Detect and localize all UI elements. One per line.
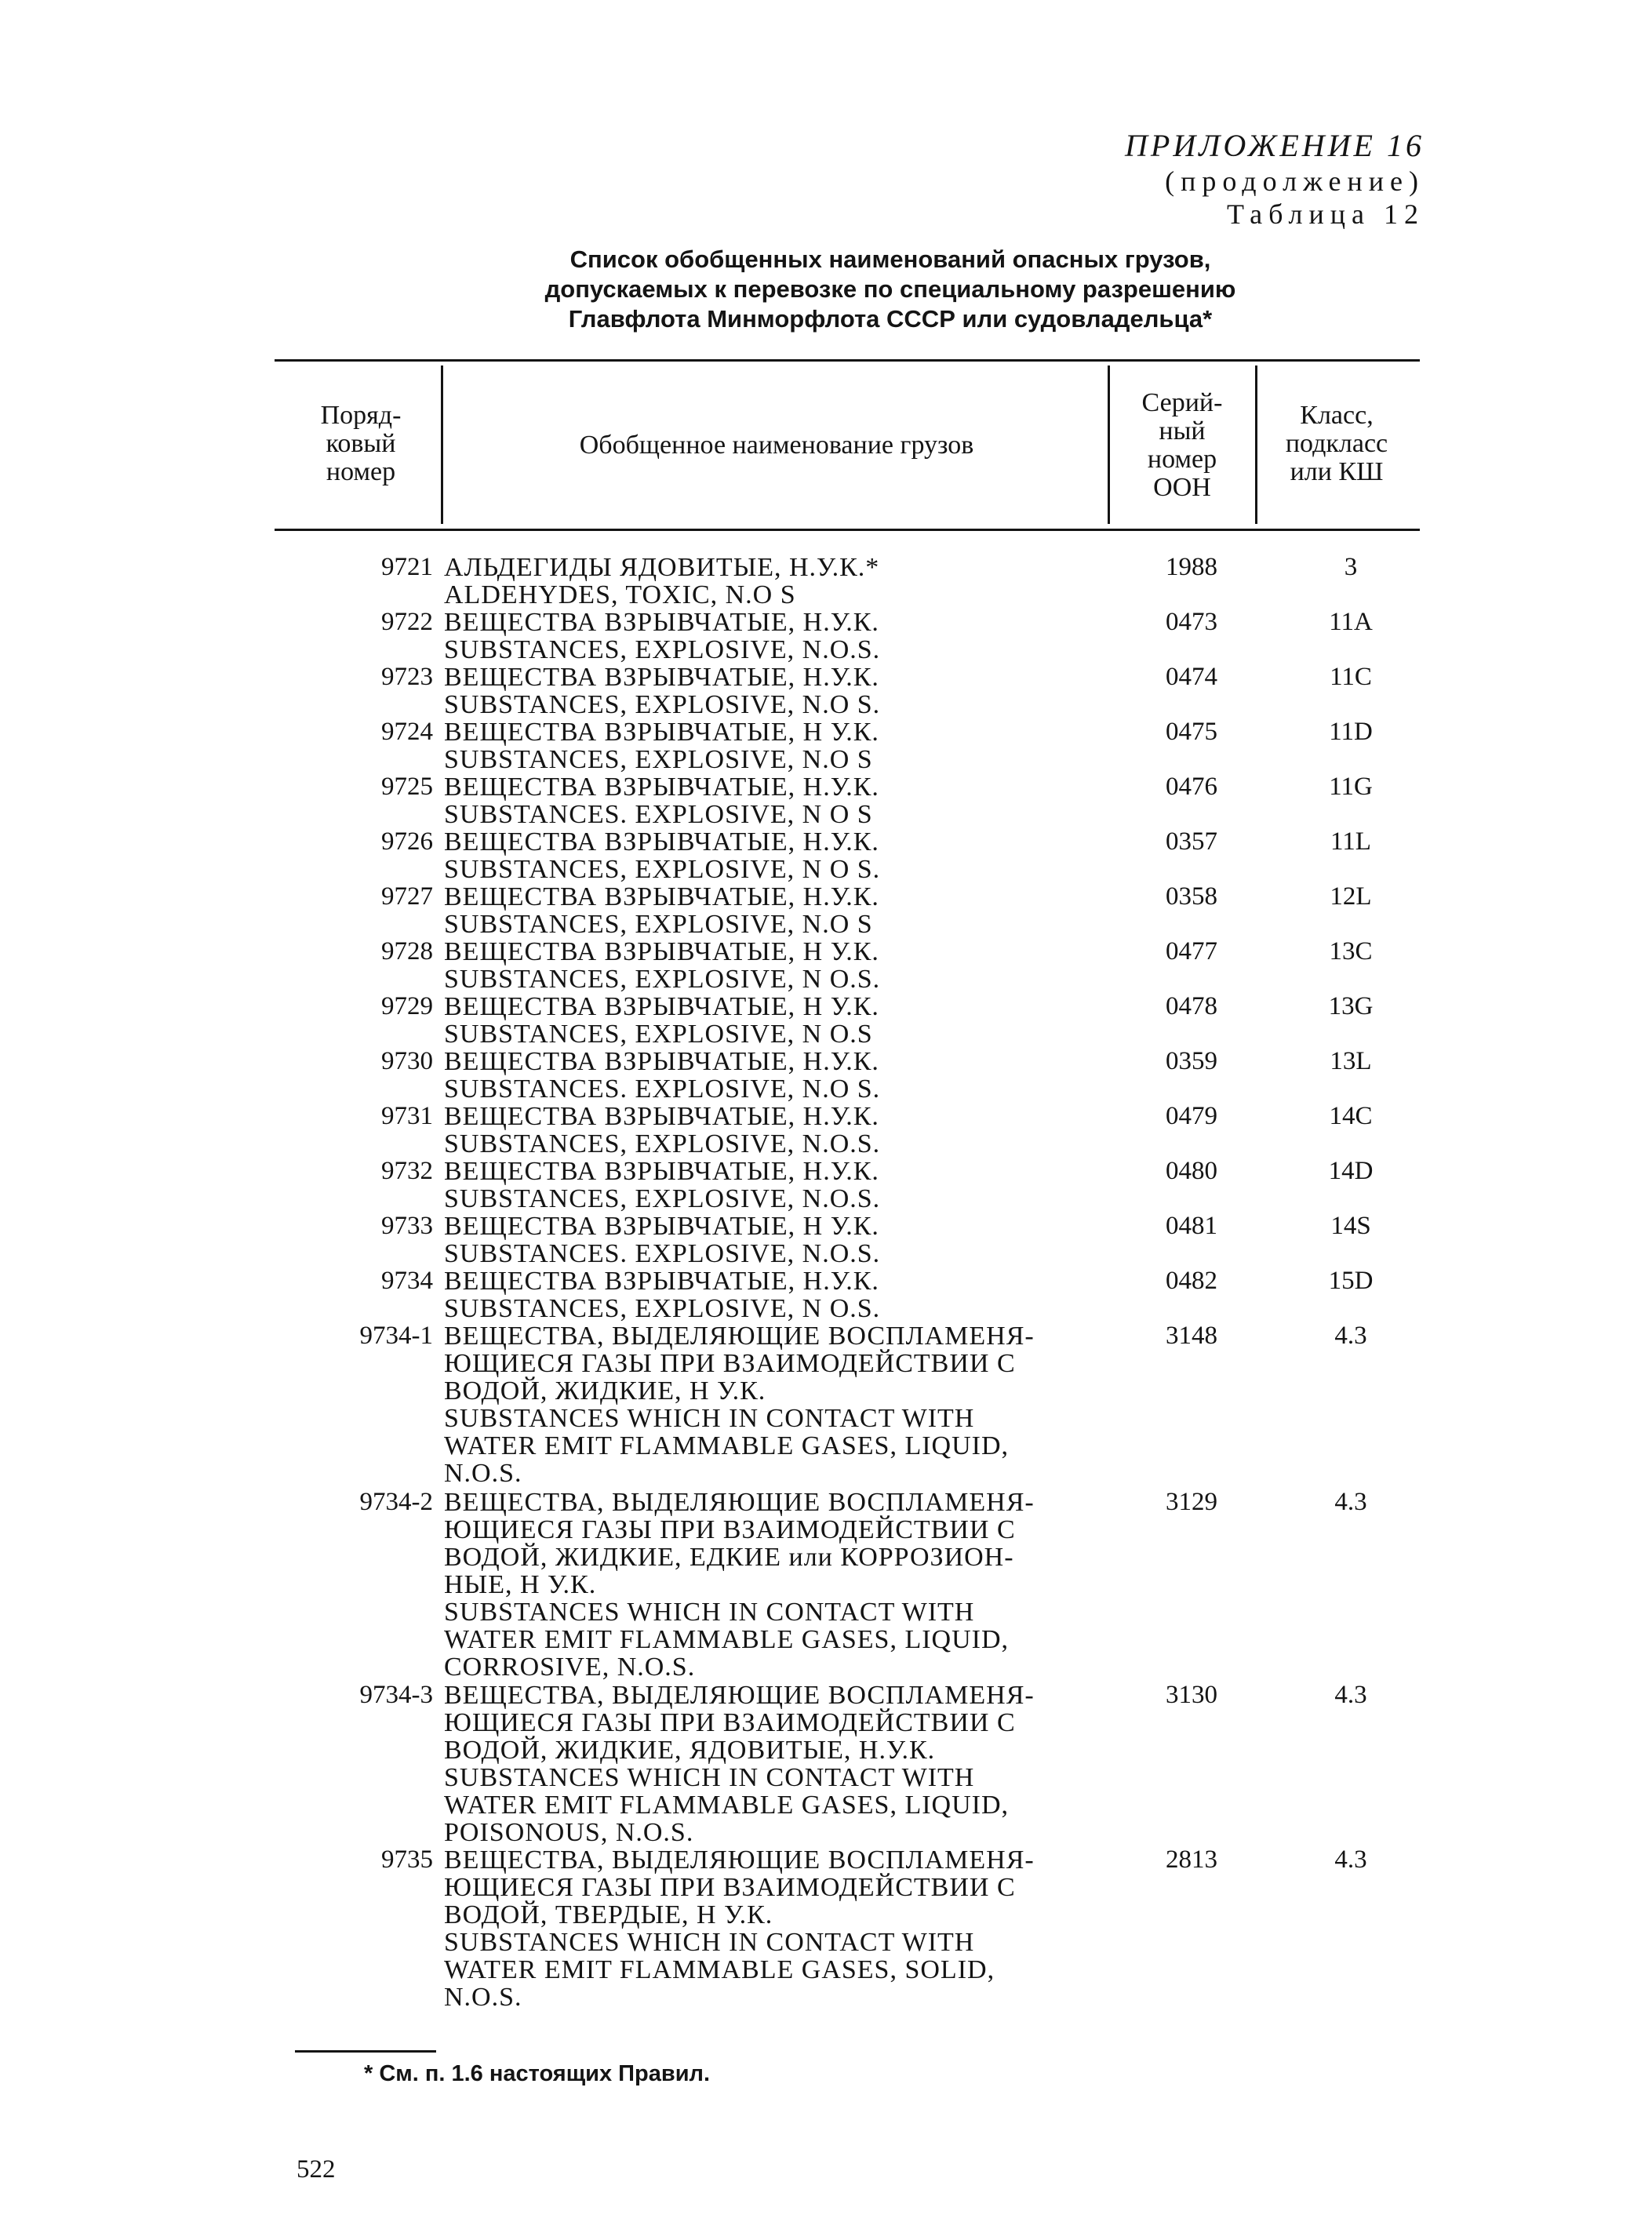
row-number: 9733 <box>381 1212 433 1240</box>
hazard-class: 4.3 <box>1334 1322 1367 1350</box>
hazard-class: 11D <box>1329 718 1373 746</box>
header-text: ковый <box>326 429 396 458</box>
cargo-name <box>444 883 1109 938</box>
cargo-name-line: WATER EMIT FLAMMABLE GASES, LIQUID, <box>444 1431 1010 1460</box>
table-caption <box>275 245 1506 334</box>
hazard-class: 14S <box>1330 1212 1371 1240</box>
caption-line: Список обобщенных наименований опасных грузов, <box>569 245 1211 273</box>
cargo-name-line: ВОДОЙ, ЖИДКИЕ, ЯДОВИТЫЕ, Н.У.К. <box>444 1736 936 1765</box>
un-number: 0473 <box>1166 608 1217 636</box>
row-number: 9734-3 <box>359 1681 433 1709</box>
cargo-name-line: SUBSTANCES, EXPLOSIVE, N.O.S. <box>444 635 881 664</box>
appendix-header <box>1125 127 1425 231</box>
cargo-name-line: SUBSTANCES, EXPLOSIVE, N.O S. <box>444 690 881 719</box>
cargo-name-line: ВЕЩЕСТВА ВЗРЫВЧАТЫЕ, Н.У.К. <box>444 1047 879 1076</box>
cargo-name-line: ВЕЩЕСТВА ВЗРЫВЧАТЫЕ, Н.У.К. <box>444 827 879 856</box>
footnote-rule <box>295 2050 436 2053</box>
cargo-name-line: ВЕЩЕСТВА, ВЫДЕЛЯЮЩИЕ ВОСПЛАМЕНЯ- <box>444 1681 1035 1710</box>
un-number: 0359 <box>1166 1047 1217 1075</box>
cargo-name-line: ВЕЩЕСТВА ВЗРЫВЧАТЫЕ, Н У.К. <box>444 992 879 1021</box>
cargo-name <box>444 828 1109 883</box>
cargo-name-line: ВЕЩЕСТВА ВЗРЫВЧАТЫЕ, Н У.К. <box>444 718 879 747</box>
cargo-name-line: ВЕЩЕСТВА ВЗРЫВЧАТЫЕ, Н.У.К. <box>444 663 879 692</box>
cargo-name-line: SUBSTANCES, EXPLOSIVE, N O.S. <box>444 1294 881 1323</box>
cargo-name-line: WATER EMIT FLAMMABLE GASES, SOLID, <box>444 1955 995 1984</box>
un-number: 3130 <box>1166 1681 1217 1709</box>
cargo-name-line: ВЕЩЕСТВА, ВЫДЕЛЯЮЩИЕ ВОСПЛАМЕНЯ- <box>444 1845 1035 1875</box>
cargo-name <box>444 1322 1109 1487</box>
row-number: 9729 <box>381 992 433 1020</box>
cargo-name-line: N.O.S. <box>444 1459 522 1488</box>
un-number: 0357 <box>1166 827 1217 856</box>
cargo-name-line: ВОДОЙ, ЖИДКИЕ, ЕДКИЕ или КОРРОЗИОН- <box>444 1543 1014 1572</box>
cargo-name-line: WATER EMIT FLAMMABLE GASES, LIQUID, <box>444 1791 1010 1820</box>
cargo-name-line: ALDEHYDES, TOXIC, N.O S <box>444 580 796 609</box>
un-number: 3129 <box>1166 1488 1217 1516</box>
table-label: Таблица 12 <box>1227 198 1425 230</box>
header-number <box>290 402 431 486</box>
cargo-name <box>444 1489 1109 1681</box>
header-un <box>1111 389 1254 502</box>
header-name: Обобщенное наименование грузов <box>579 431 974 460</box>
header-text: номер <box>1147 445 1217 474</box>
cargo-name <box>444 718 1109 773</box>
cargo-name-line: ВЕЩЕСТВА ВЗРЫВЧАТЫЕ, Н.У.К. <box>444 773 879 802</box>
cargo-name <box>444 1682 1109 1846</box>
row-number: 9724 <box>381 718 433 746</box>
cargo-name <box>444 609 1109 664</box>
cargo-name <box>444 1158 1109 1213</box>
cargo-name <box>444 1267 1109 1322</box>
row-number: 9734 <box>381 1267 433 1295</box>
column-divider <box>1255 365 1257 524</box>
cargo-name-line: SUBSTANCES, EXPLOSIVE, N O.S. <box>444 965 881 994</box>
un-number: 0474 <box>1166 663 1217 691</box>
column-divider <box>441 365 443 524</box>
cargo-name-line: SUBSTANCES WHICH IN CONTACT WITH <box>444 1404 975 1433</box>
un-number: 0477 <box>1166 937 1217 965</box>
un-number: 0478 <box>1166 992 1217 1020</box>
un-number: 0481 <box>1166 1212 1217 1240</box>
hazard-class: 14D <box>1328 1157 1374 1185</box>
cargo-name-line: SUBSTANCES, EXPLOSIVE, N.O.S. <box>444 1129 881 1158</box>
hazard-class: 14C <box>1329 1102 1373 1130</box>
un-number: 0476 <box>1166 773 1217 801</box>
header-text: номер <box>326 457 396 486</box>
cargo-name-line: SUBSTANCES, EXPLOSIVE, N.O S <box>444 745 873 774</box>
cargo-name <box>444 554 1109 609</box>
cargo-name-line: ВЕЩЕСТВА ВЗРЫВЧАТЫЕ, Н.У.К. <box>444 882 879 911</box>
footnote: * См. п. 1.6 настоящих Правил. <box>364 2061 711 2086</box>
row-number: 9722 <box>381 608 433 636</box>
cargo-name-line: SUBSTANCES. EXPLOSIVE, N.O S. <box>444 1075 881 1104</box>
header-text: Класс, <box>1300 401 1374 430</box>
cargo-name <box>444 1048 1109 1103</box>
cargo-name <box>444 993 1109 1048</box>
hazard-class: 13C <box>1329 937 1373 965</box>
hazard-class: 4.3 <box>1334 1488 1367 1516</box>
cargo-name-line: ЮЩИЕСЯ ГАЗЫ ПРИ ВЗАИМОДЕЙСТВИИ С <box>444 1708 1016 1737</box>
cargo-name-line: SUBSTANCES, EXPLOSIVE, N O.S <box>444 1020 873 1049</box>
row-number: 9727 <box>381 882 433 911</box>
cargo-name-line: ВЕЩЕСТВА, ВЫДЕЛЯЮЩИЕ ВОСПЛАМЕНЯ- <box>444 1488 1035 1517</box>
row-number: 9725 <box>381 773 433 801</box>
cargo-name-line: ЮЩИЕСЯ ГАЗЫ ПРИ ВЗАИМОДЕЙСТВИИ С <box>444 1349 1016 1378</box>
cargo-name <box>444 773 1109 828</box>
header-bottom-rule <box>275 529 1420 531</box>
un-number: 0358 <box>1166 882 1217 911</box>
cargo-name-line: CORROSIVE, N.O.S. <box>444 1653 696 1682</box>
cargo-name-line: ЮЩИЕСЯ ГАЗЫ ПРИ ВЗАИМОДЕЙСТВИИ С <box>444 1515 1016 1544</box>
table-top-rule <box>275 359 1420 362</box>
cargo-name-line: ВЕЩЕСТВА ВЗРЫВЧАТЫЕ, Н.У.К. <box>444 608 879 637</box>
cargo-name-line: POISONOUS, N.O.S. <box>444 1818 694 1847</box>
column-divider <box>1108 365 1110 524</box>
hazard-class: 4.3 <box>1334 1845 1367 1874</box>
cargo-name-line: SUBSTANCES. EXPLOSIVE, N O S <box>444 800 873 829</box>
hazard-class: 12L <box>1330 882 1372 911</box>
cargo-name-line: SUBSTANCES, EXPLOSIVE, N.O.S. <box>444 1184 881 1213</box>
cargo-name-line: SUBSTANCES WHICH IN CONTACT WITH <box>444 1598 975 1627</box>
header-text: или КШ <box>1290 457 1384 486</box>
cargo-name-line: ВОДОЙ, ТВЕРДЫЕ, Н У.К. <box>444 1900 773 1929</box>
cargo-name-line: НЫЕ, Н У.К. <box>444 1570 597 1599</box>
cargo-name <box>444 938 1109 993</box>
hazard-class: 11A <box>1329 608 1373 636</box>
cargo-name-line: N.O.S. <box>444 1983 522 2012</box>
cargo-name-line: АЛЬДЕГИДЫ ЯДОВИТЫЕ, Н.У.К.* <box>444 553 880 582</box>
un-number: 0479 <box>1166 1102 1217 1130</box>
row-number: 9734-1 <box>359 1322 433 1350</box>
row-number: 9734-2 <box>359 1488 433 1516</box>
cargo-name <box>444 664 1109 718</box>
cargo-name <box>444 1846 1109 2011</box>
cargo-name-line: ВЕЩЕСТВА ВЗРЫВЧАТЫЕ, Н.У.К. <box>444 1102 879 1131</box>
cargo-name <box>444 1103 1109 1158</box>
appendix-title: ПРИЛОЖЕНИЕ 16 <box>1125 128 1425 163</box>
caption-line: допускаемых к перевозке по специальному разрешению <box>544 275 1236 303</box>
cargo-name-line: SUBSTANCES WHICH IN CONTACT WITH <box>444 1928 975 1957</box>
hazard-class: 11C <box>1330 663 1372 691</box>
cargo-name-line: ВЕЩЕСТВА ВЗРЫВЧАТЫЕ, Н.У.К. <box>444 1157 879 1186</box>
row-number: 9723 <box>381 663 433 691</box>
un-number: 2813 <box>1166 1845 1217 1874</box>
cargo-name-line: WATER EMIT FLAMMABLE GASES, LIQUID, <box>444 1625 1010 1654</box>
cargo-name <box>444 1213 1109 1267</box>
header-text: Поряд- <box>320 401 402 430</box>
page-number: 522 <box>297 2155 336 2184</box>
un-number: 0480 <box>1166 1157 1217 1185</box>
hazard-class: 15D <box>1328 1267 1374 1295</box>
row-number: 9731 <box>381 1102 433 1130</box>
hazard-class: 13G <box>1328 992 1374 1020</box>
cargo-name-line: ВЕЩЕСТВА ВЗРЫВЧАТЫЕ, Н У.К. <box>444 1212 879 1241</box>
header-class <box>1258 402 1415 486</box>
row-number: 9732 <box>381 1157 433 1185</box>
cargo-name-line: SUBSTANCES WHICH IN CONTACT WITH <box>444 1763 975 1792</box>
row-number: 9726 <box>381 827 433 856</box>
un-number: 0475 <box>1166 718 1217 746</box>
cargo-name-line: SUBSTANCES, EXPLOSIVE, N.O S <box>444 910 873 939</box>
hazard-class: 3 <box>1344 553 1358 581</box>
hazard-class: 13L <box>1330 1047 1372 1075</box>
row-number: 9721 <box>381 553 433 581</box>
cargo-name-line: ВЕЩЕСТВА, ВЫДЕЛЯЮЩИЕ ВОСПЛАМЕНЯ- <box>444 1322 1035 1351</box>
header-text: Серий- <box>1141 388 1223 417</box>
header-text: ный <box>1159 416 1206 445</box>
row-number: 9728 <box>381 937 433 965</box>
header-text: ООН <box>1153 473 1211 502</box>
cargo-name-line: ВЕЩЕСТВА ВЗРЫВЧАТЫЕ, Н.У.К. <box>444 1267 879 1296</box>
row-number: 9735 <box>381 1845 433 1874</box>
row-number: 9730 <box>381 1047 433 1075</box>
hazard-class: 11L <box>1330 827 1371 856</box>
cargo-name-line: ВОДОЙ, ЖИДКИЕ, Н У.К. <box>444 1376 766 1405</box>
cargo-name-line: SUBSTANCES, EXPLOSIVE, N O S. <box>444 855 881 884</box>
cargo-name-line: ВЕЩЕСТВА ВЗРЫВЧАТЫЕ, Н У.К. <box>444 937 879 966</box>
appendix-subtitle: (продолжение) <box>1165 165 1425 197</box>
cargo-name-line: ЮЩИЕСЯ ГАЗЫ ПРИ ВЗАИМОДЕЙСТВИИ С <box>444 1873 1016 1902</box>
cargo-name-line: SUBSTANCES. EXPLOSIVE, N.O.S. <box>444 1239 881 1268</box>
hazard-class: 4.3 <box>1334 1681 1367 1709</box>
un-number: 1988 <box>1166 553 1217 581</box>
caption-line: Главфлота Минморфлота СССР или судовладельца* <box>568 305 1213 333</box>
un-number: 0482 <box>1166 1267 1217 1295</box>
un-number: 3148 <box>1166 1322 1217 1350</box>
hazard-class: 11G <box>1329 773 1373 801</box>
header-text: подкласс <box>1285 429 1388 458</box>
